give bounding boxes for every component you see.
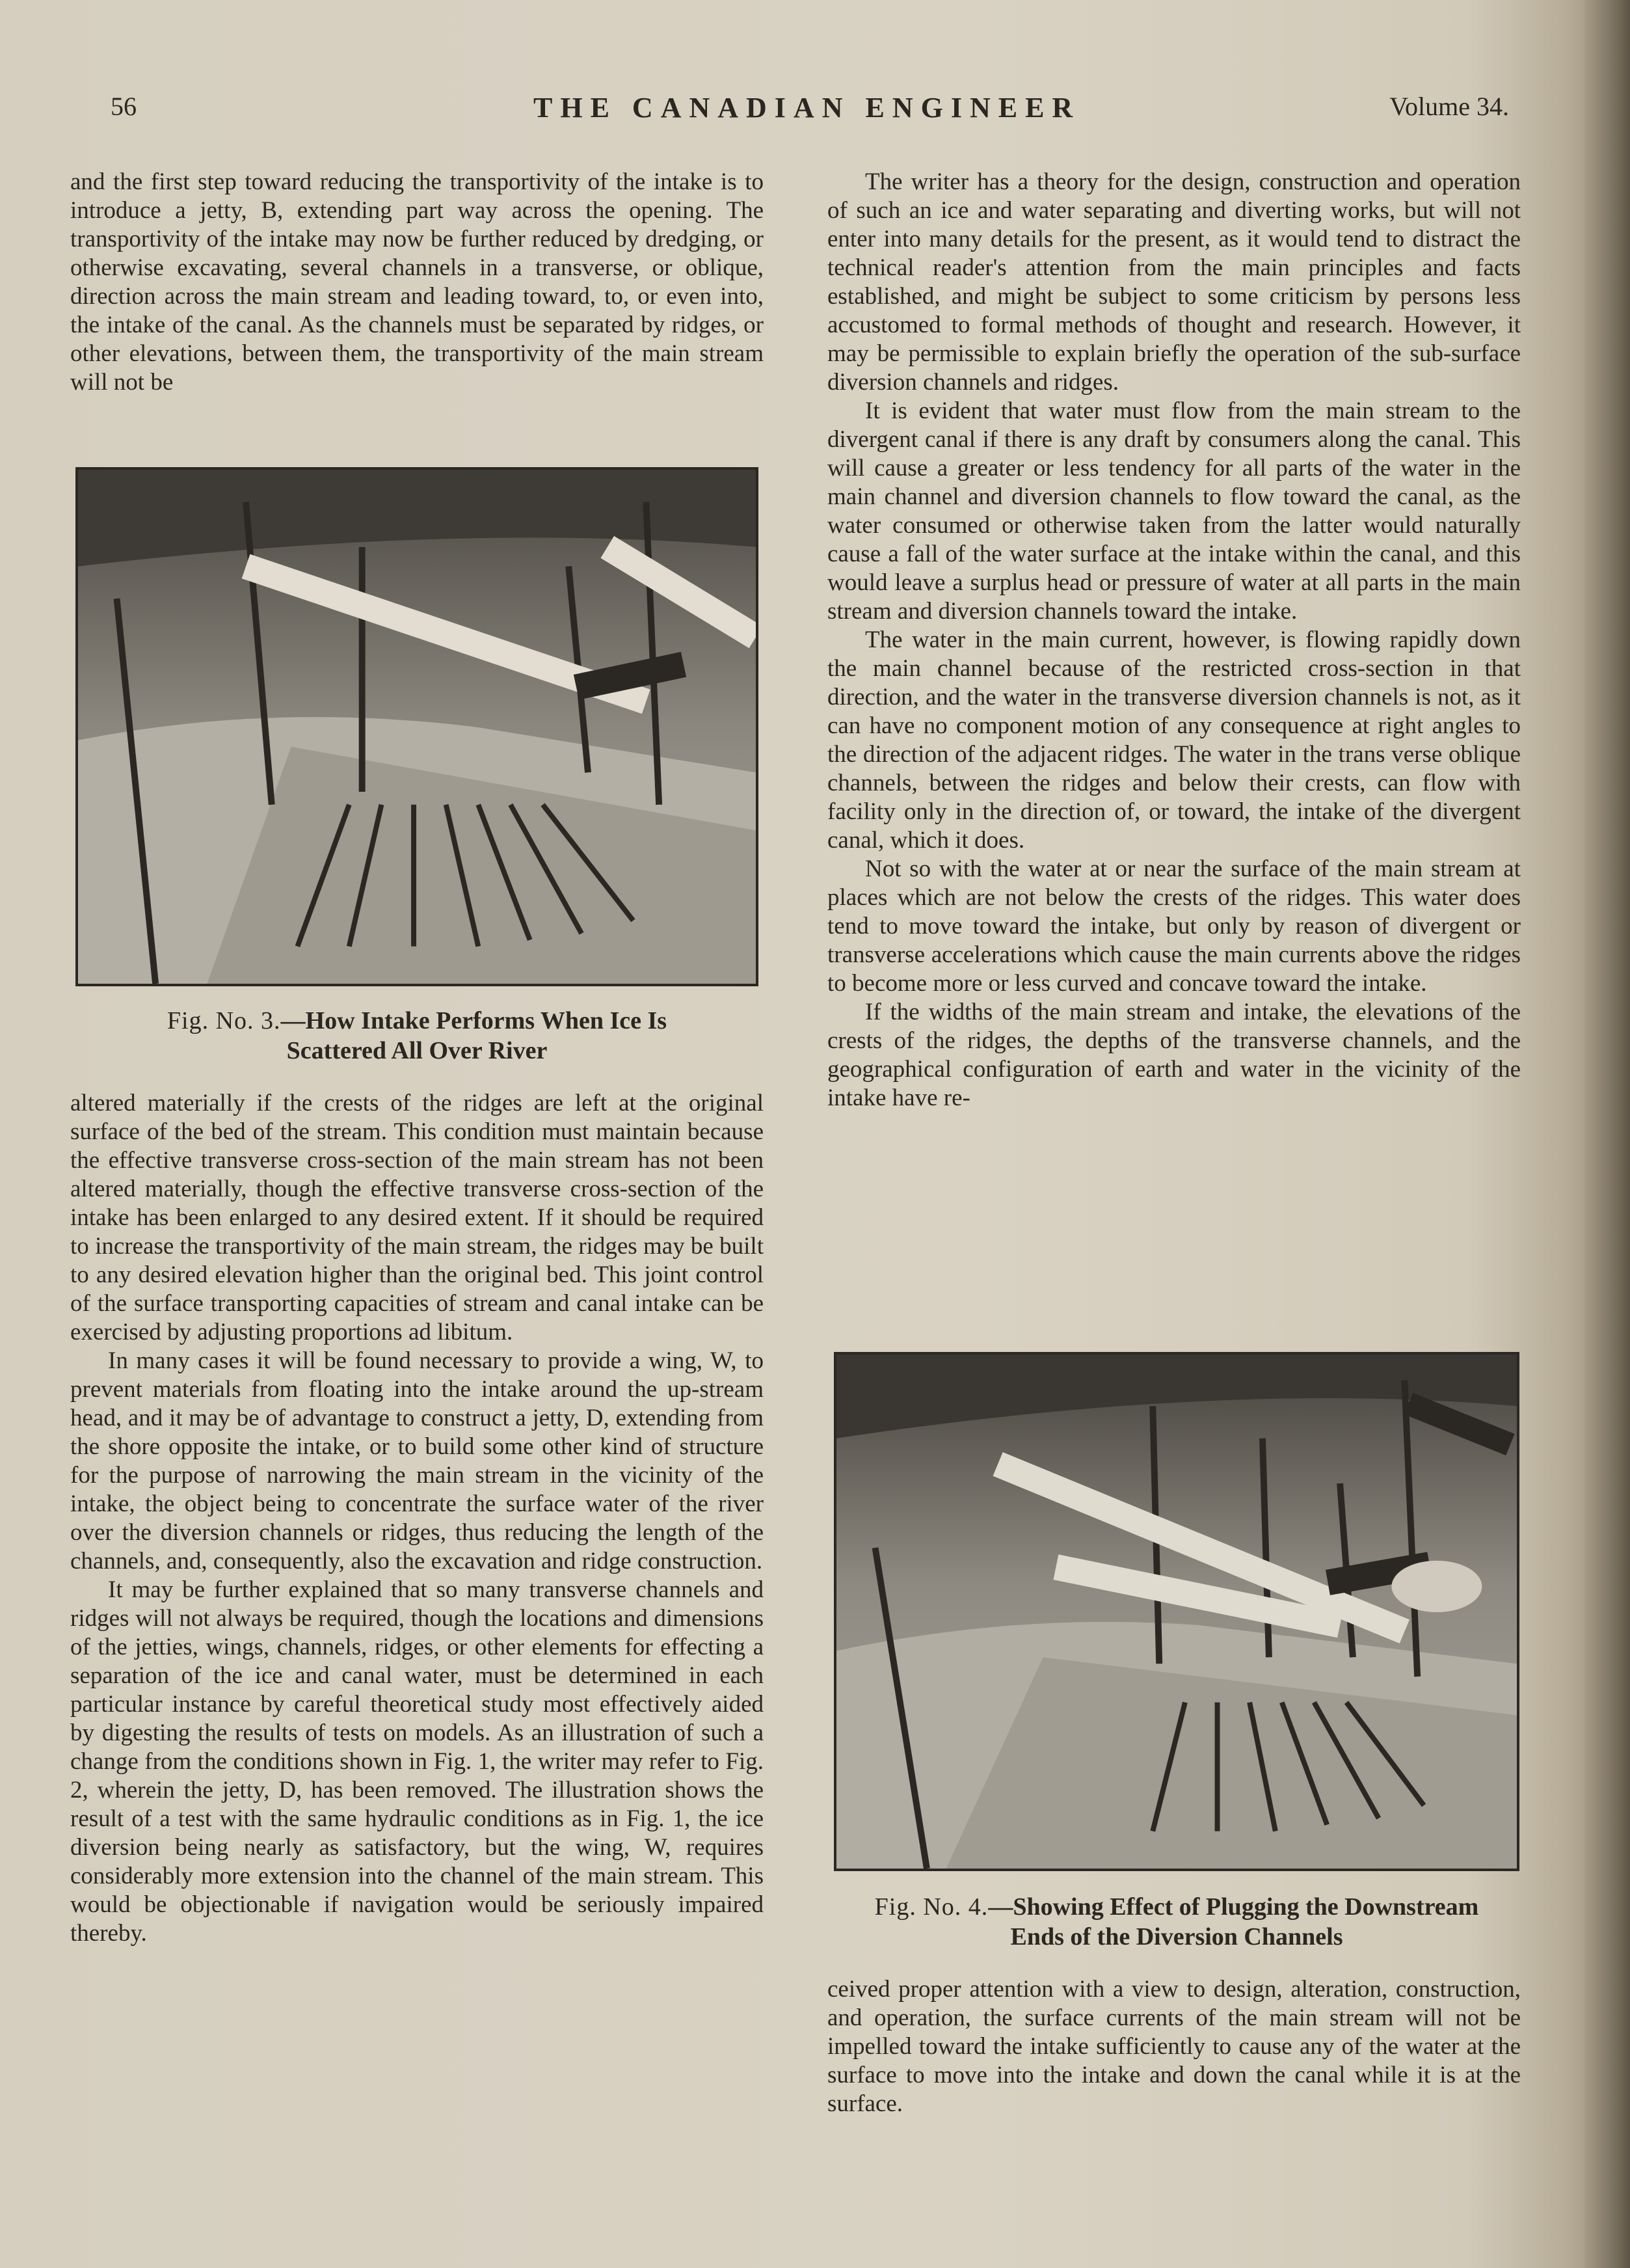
figure-label: Fig. No. 4. (874, 1893, 989, 1921)
paragraph: If the widths of the main stream and intake, the elevations of the crests of the ridges, the depths of the transverse channels, and the geographical configuration of earth and water in the vicinity of the intake have re- (827, 999, 1521, 1111)
caption-text: —How Intake Performs When Ice Is (280, 1007, 667, 1034)
figure-3-photo (75, 467, 758, 986)
right-column-bottom (827, 1975, 1521, 2118)
plugged-channels-photo (836, 1355, 1517, 1869)
running-header (111, 91, 1509, 130)
paragraph: In many cases it will be found necessary to provide a wing, W, to prevent materials from floating into the intake around the up-stream head, and it may be of advantage to construct a jetty, D, extending from the shore opposite the intake, or to build some other kind of structure for the purpose of narrowing the main stream in the vicinity of the intake, the object being to concentrate the surface water of the river over the diversion channels or ridges, thus reducing the length of the channels, and, consequently, also the excavation and ridge construction. (70, 1347, 764, 1574)
figure-label: Fig. No. 3. (167, 1007, 281, 1034)
paragraph: The water in the main current, however, is flowing rapidly down the main channel because of the restricted cross-section in that direction, and the water in the transverse diversion channels is not, as it can have no component motion of any consequence at right angles to the direction of the adjacent ridges. The water in the trans verse oblique channels, between the ridges and below their crests, can flow with facility only in the direction of, or toward, the intake of the divergent canal, which it does. (827, 627, 1521, 854)
paragraph: It may be further explained that so many transverse channels and ridges will not always be required, though the locations and dimensions of the jetties, wings, channels, ridges, or other elements for effecting a separation of the ice and canal water, must be determined in each particular instance by careful theoretical study most effectively aided by digesting the results of tests on models. As an illustration of such a change from the conditions shown in Fig. 1, the writer may refer to Fig. 2, wherein the jetty, D, has been removed. The illustration shows the result of a test with the same hydraulic conditions as in Fig. 1, the ice diversion being nearly as satisfactory, but the wing, W, requires considerably more extension into the channel of the main stream. This would be objectionable if navigation would be seriously impaired thereby. (70, 1576, 764, 1947)
caption-text: —Showing Effect of Plugging the Downstream (988, 1893, 1479, 1921)
volume-label: Volume 34. (1389, 92, 1509, 121)
page-number: 56 (111, 92, 137, 121)
left-column-bottom (70, 1089, 764, 1948)
caption-text: Scattered All Over River (286, 1037, 548, 1064)
caption-text: Ends of the Diversion Channels (1010, 1923, 1343, 1951)
paragraph: and the first step toward reducing the transportivity of the intake is to introduce a jetty, B, extending part way across the opening. The transportivity of the intake may now be further reduced by dredging, or otherwise excavating, several channels in a transverse, or oblique, direction across the main stream and leading toward, to, or even into, the intake of the canal. As the channels must be separated by ridges, or other elevations, between them, the transportivity of the main stream will not be (70, 169, 764, 396)
figure-3-caption (75, 1006, 758, 1066)
left-column-top (70, 168, 764, 397)
figure-4-caption (834, 1892, 1519, 1952)
right-column-top (827, 168, 1521, 1113)
paragraph: The writer has a theory for the design, construction and operation of such an ice and water separating and diverting works, but will not enter into many details for the present, as it would tend to distract the technical reader's attention from the main principles and facts established, and might be subject to some criticism by persons less accustomed to formal methods of thought and research. However, it may be permissible to explain briefly the operation of the sub-surface diversion channels and ridges. (827, 169, 1521, 396)
journal-title: THE CANADIAN ENGINEER (533, 92, 1081, 124)
paragraph: It is evident that water must flow from the main stream to the divergent canal if there is any draft by consumers along the canal. This will cause a greater or less tendency for all parts of the water in the main channel and diversion channels to flow toward the canal, as the water consumed or otherwise taken from the latter would naturally cause a fall of the water surface at the intake within the canal, and this would leave a surplus head or pressure of water at all parts in the main stream and diversion channels toward the intake. (827, 398, 1521, 625)
intake-model-photo (78, 470, 756, 984)
paragraph: ceived proper attention with a view to design, alteration, construction, and operation, the surface currents of the main stream will not be impelled toward the intake sufficiently to cause any of the water at the surface to move into the intake and down the canal while it is at the surface. (827, 1976, 1521, 2117)
paragraph: Not so with the water at or near the surface of the main stream at places which are not below the crests of the ridges. This water does tend to move toward the intake, but only by reason of divergent or transverse accelerations which cause the main currents above the ridges to become more or less curved and concave toward the intake. (827, 856, 1521, 997)
book-spine-edge (1584, 0, 1630, 2268)
paragraph: altered materially if the crests of the ridges are left at the original surface of the bed of the stream. This condition must maintain because the effective transverse cross-section of the main stream has not been altered materially, though the effective transverse cross-section of the intake has been enlarged to any desired extent. If it should be required to increase the transportivity of the main stream, the ridges may be built to any desired elevation higher than the original bed. This joint control of the surface transporting capacities of stream and canal intake can be exercised by adjusting proportions ad libitum. (70, 1090, 764, 1345)
figure-4-photo (834, 1352, 1519, 1871)
